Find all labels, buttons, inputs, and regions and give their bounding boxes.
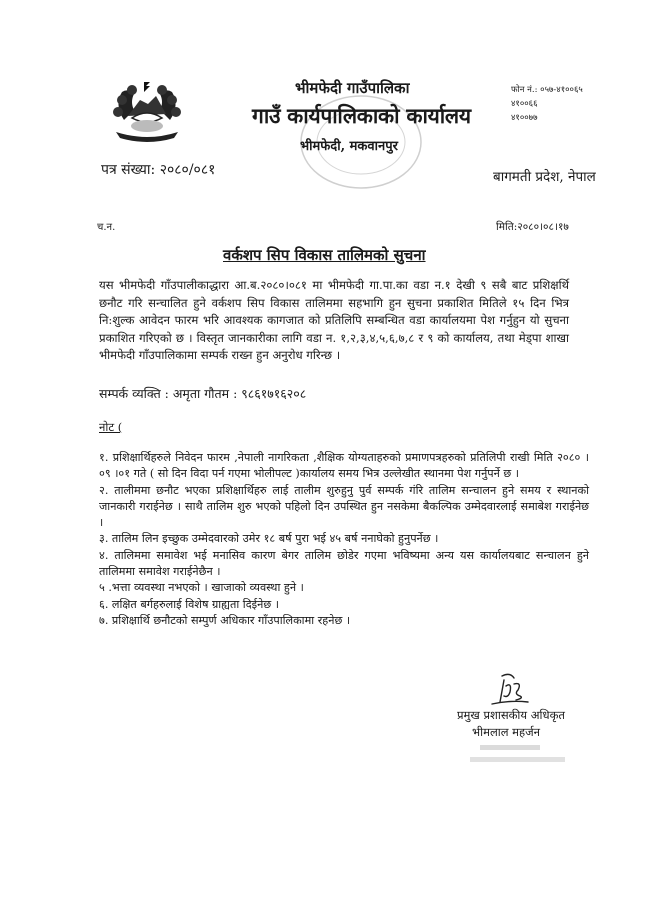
signatory-stamp xyxy=(470,742,580,768)
municipality-name: भीमफेदी गाउँपालिका xyxy=(295,79,410,97)
note-item: ६. लक्षित बर्गहरुलाई विशेष ग्राह्यता दिईनेछ । xyxy=(99,597,279,611)
letter-date: मिति:२०८०।०८।१७ xyxy=(496,221,569,233)
signatory-title: प्रमुख प्रशासकीय अधिकृत xyxy=(457,708,565,722)
phone-line: ४१००७७ xyxy=(511,113,538,123)
note-item: १. प्रशिक्षार्थिहरुले निवेदन फारम ,नेपाली नागरिकता ,शैक्षिक योग्यताहरुको प्रमाणपत्रहरुको प्रतिलिपी राखी मिति २०८० ।०९ ।०१ गते ( सो दिन विदा पर्न गएमा भोलीपल्ट )कार्यालय समय भित्र उल्लेखीत स्थानमा पेश गर्नुपर्ने छ । xyxy=(99,451,589,481)
province-name: बागमती प्रदेश, नेपाल xyxy=(493,169,596,185)
office-name: गाउँ कार्यपालिकाको कार्यालय xyxy=(252,103,471,128)
note-item: ४. तालिममा समावेश भई मनासिव कारण बेगर तालिम छोडेर गएमा भविष्यमा अन्य यस कार्यालयबाट सन्चालन हुने तालिममा समावेश गराईनेछैन । xyxy=(99,548,589,579)
letter-reference-number: पत्र संख्या: २०८०/०८१ xyxy=(101,162,216,178)
signatory-name: भीमलाल महर्जन xyxy=(472,725,541,739)
note-item: ३. तालिम लिन इच्छुक उम्मेदवारको उमेर १८ बर्ष पुरा भई ४५ बर्ष ननाघेको हुनुपर्नेछ । xyxy=(99,532,439,546)
note-item: ७. प्रशिक्षार्थि छनौटको सम्पुर्ण अधिकार गाँउपालिकामा रहनेछ । xyxy=(99,613,351,627)
office-address: भीमफेदी, मकवानपुर xyxy=(300,139,398,154)
note-item: ५ .भत्ता व्यवस्था नभएको । खाजाको व्यवस्था हुने । xyxy=(99,581,304,595)
notes-list xyxy=(99,450,589,629)
phone-line: ४१००६६ xyxy=(511,99,538,109)
note-item: २. तालीममा छनौट भएका प्रशिक्षार्थिहरु लाई तालीम शुरुहुनु पुर्व सम्पर्क गंरि तालिम सन्चालन हुने समय र स्थानको जानकारी गराईनेछ । साथै तालिम शुरु भएको पहिलो दिन उपस्थित हुन नसकेमा बैकल्पिक उम्मेदवारलाई समाबेश गराईनेछ । xyxy=(99,483,589,530)
handwritten-signature-icon xyxy=(488,672,532,710)
contact-person: सम्पर्क व्यक्ति : अमृता गौतम : ९८६१७१६२०८ xyxy=(99,386,307,401)
notes-heading: नोट ( xyxy=(99,420,123,434)
phone-line: फोन नं.: ०५७-४१००६५ xyxy=(511,85,583,95)
notice-body: यस भीमफेदी गाँउपालीकाद्धारा आ.ब.२०८०।०८१ मा भीमफेदी गा.पा.का वडा न.१ देखी ९ सबै बाट प्रशिक्षर्थि छनौट गरि सन्चालित हुने वर्कशप सिप विकास तालिममा सहभागि हुन सुचना प्रकाशित मितिले १५ दिन भित्र नि:शुल्क आवेदन फारम भरि आवश्यक कागजात को प्रतिलिपि सम्बन्धित वडा कार्यालयमा पेश गर्नुहुन यो सुचना प्रकाशित गरिएको छ । विस्तृत जानकारीका लागि वडा न. १,२,३,४,५,६,७,८ र ९ को कार्यालय, तथा मेड्पा शाखा भीमफेदी गाँउपालिकामा सम्पर्क राख्न हुन अनुरोध गरिन्छ । xyxy=(99,278,569,362)
dispatch-number: च.न. xyxy=(97,222,116,233)
phone-numbers xyxy=(511,83,583,125)
notice-title: वर्कशप सिप विकास तालिमको सुचना xyxy=(223,246,426,264)
nepal-government-emblem-icon xyxy=(104,80,190,146)
